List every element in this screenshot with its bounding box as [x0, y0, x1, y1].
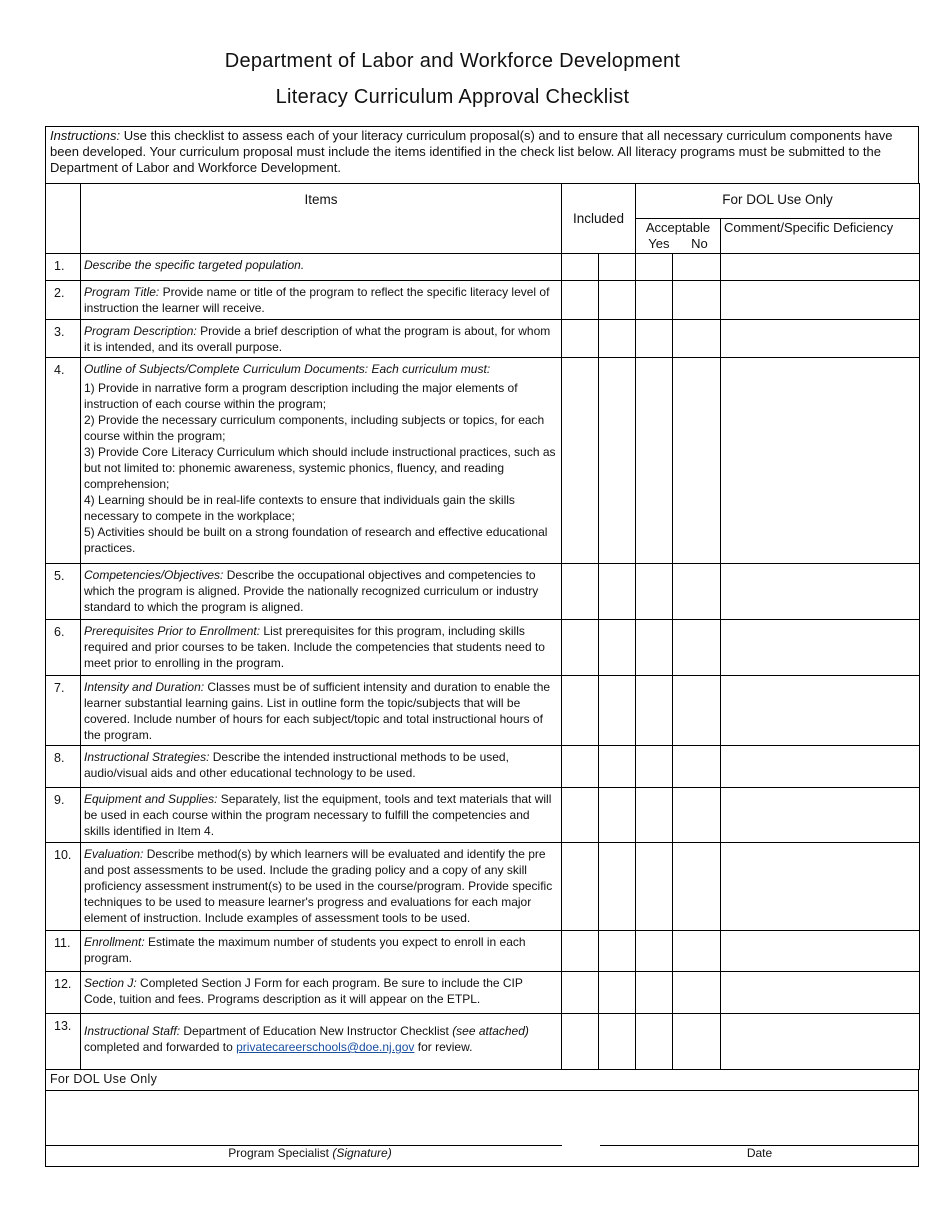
- comment-cell[interactable]: [721, 788, 920, 843]
- table-row: [46, 564, 920, 620]
- row-lead: Evaluation:: [84, 847, 144, 861]
- row-text: completed and forwarded to: [84, 1040, 233, 1054]
- included-cell-a[interactable]: [562, 676, 599, 746]
- included-cell-a[interactable]: [562, 281, 599, 320]
- table-row: [46, 746, 920, 788]
- acceptable-yes-cell[interactable]: [636, 320, 673, 358]
- row-number: 5.: [46, 564, 81, 620]
- included-cell-a[interactable]: [562, 931, 599, 972]
- included-cell-b[interactable]: [599, 620, 636, 676]
- row-item: [81, 788, 562, 843]
- acceptable-no-cell[interactable]: [673, 746, 721, 788]
- row-lead: Program Title:: [84, 285, 160, 299]
- row-text: Separately, list the equipment, tools and text materials that will be used in each course within the program necessary to fulfill the competencies and skills identified in Item 4.: [84, 792, 552, 838]
- acceptable-no-cell[interactable]: [673, 972, 721, 1014]
- row-text: Estimate the maximum number of students you expect to enroll in each program.: [84, 935, 526, 965]
- acceptable-no-cell[interactable]: [673, 358, 721, 564]
- instructions-label: Instructions:: [50, 128, 121, 143]
- checklist-title: Literacy Curriculum Approval Checklist: [275, 86, 630, 108]
- row-number: 10.: [46, 843, 81, 931]
- comment-cell[interactable]: [721, 564, 920, 620]
- included-cell-a[interactable]: [562, 843, 599, 931]
- row-number: 6.: [46, 620, 81, 676]
- row-number: 3.: [46, 320, 81, 358]
- acceptable-yes-cell[interactable]: [636, 746, 673, 788]
- row-lead: Competencies/Objectives:: [84, 568, 224, 582]
- comment-cell[interactable]: [721, 320, 920, 358]
- acceptable-no-cell[interactable]: [673, 676, 721, 746]
- acceptable-no-cell[interactable]: [673, 281, 721, 320]
- table-row: [46, 843, 920, 931]
- footer-label: For DOL Use Only: [50, 1072, 158, 1086]
- included-cell-a[interactable]: [562, 620, 599, 676]
- header-acceptable-label: Acceptable: [645, 220, 711, 235]
- included-cell-b[interactable]: [599, 843, 636, 931]
- row-text: Department of Education New Instructor Checklist: [183, 1024, 449, 1038]
- comment-cell[interactable]: [721, 620, 920, 676]
- comment-cell[interactable]: [721, 746, 920, 788]
- comment-cell[interactable]: [721, 1014, 920, 1070]
- row-lead: Intensity and Duration:: [84, 680, 205, 694]
- included-cell-a[interactable]: [562, 788, 599, 843]
- table-row: [46, 620, 920, 676]
- row-item: [81, 281, 562, 320]
- comment-cell[interactable]: [721, 281, 920, 320]
- comment-cell[interactable]: [721, 254, 920, 281]
- row-lead: Enrollment:: [84, 935, 145, 949]
- acceptable-no-cell[interactable]: [673, 254, 721, 281]
- row-lead: Instructional Strategies:: [84, 750, 210, 764]
- row-number: 4.: [46, 358, 81, 564]
- header-yes: Yes: [648, 236, 670, 251]
- acceptable-yes-cell[interactable]: [636, 972, 673, 1014]
- acceptable-yes-cell[interactable]: [636, 281, 673, 320]
- acceptable-yes-cell[interactable]: [636, 254, 673, 281]
- acceptable-no-cell[interactable]: [673, 620, 721, 676]
- table-row: [46, 1014, 920, 1070]
- row-text: Describe method(s) by which learners will be evaluated and identify the pre and post assessments to be used. Include the grading policy and a copy of any skill proficiency assessment instrument(s) to be used in the course/program. Provide specific techniques to be used to measure learner's progress and evaluations for each major element of instruction. Include examples of assessment tools to be used.: [84, 847, 553, 925]
- instructions-text: Use this checklist to assess each of your literacy curriculum proposal(s) and to ensure that all necessary curriculum components have been developed. Your curriculum proposal must include the items identified in the check list below. All literacy programs must be submitted to the Department of Labor and Workforce Development.: [50, 128, 893, 175]
- table-row: [46, 931, 920, 972]
- row-item: [81, 1014, 562, 1070]
- header-items: Items: [81, 184, 562, 254]
- acceptable-no-cell[interactable]: [673, 931, 721, 972]
- row-number: 1.: [46, 254, 81, 281]
- table-row: [46, 972, 920, 1014]
- table-row: [46, 254, 920, 281]
- row-number: 12.: [46, 972, 81, 1014]
- row-number: 2.: [46, 281, 81, 320]
- row-item: [81, 843, 562, 931]
- row-text: Completed Section J Form for each program. Be sure to include the CIP Code, tuition and fees. Programs description as it will appear on the ETPL.: [84, 976, 523, 1006]
- header-comment: Comment/Specific Deficiency: [721, 219, 920, 254]
- signature-caption: [46, 1146, 574, 1160]
- included-cell-b[interactable]: [599, 746, 636, 788]
- row-subitem: 2) Provide the necessary curriculum components, including subjects or topics, for each course within the program;: [84, 413, 545, 443]
- department-title: Department of Labor and Workforce Development: [224, 50, 681, 72]
- included-cell-a[interactable]: [562, 564, 599, 620]
- row-text: targeted population.: [198, 258, 305, 272]
- row-item: [81, 254, 562, 281]
- row-text: Provide a brief description of what the program is about, for whom it is intended, and its overall purpose.: [84, 324, 551, 354]
- row-item: [81, 620, 562, 676]
- row-number: 8.: [46, 746, 81, 788]
- row-item: [81, 746, 562, 788]
- included-cell-b[interactable]: [599, 358, 636, 564]
- row-item: [81, 972, 562, 1014]
- header-row: [46, 184, 920, 219]
- checklist-table: [45, 183, 920, 1070]
- included-cell-b[interactable]: [599, 320, 636, 358]
- header-included: Included: [562, 184, 636, 254]
- row-item: [81, 676, 562, 746]
- acceptable-yes-cell[interactable]: [636, 931, 673, 972]
- acceptable-no-cell[interactable]: [673, 788, 721, 843]
- included-cell-a[interactable]: [562, 254, 599, 281]
- row-subitem: 5) Activities should be built on a strong foundation of research and effective educational practices.: [84, 525, 548, 555]
- comment-cell[interactable]: [721, 972, 920, 1014]
- row-number: 13.: [46, 1014, 81, 1070]
- included-cell-a[interactable]: [562, 1014, 599, 1070]
- included-cell-b[interactable]: [599, 564, 636, 620]
- row-lead: Describe the specific: [84, 258, 195, 272]
- row-text: Classes must be of sufficient intensity and duration to enable the learner substantial learning gains. List in outline form the topic/subjects that will be covered. Include number of hours for each subject/topic and total instructional hours of the program.: [84, 680, 551, 742]
- header-yes-no: [639, 236, 717, 252]
- row-lead: Outline of Subjects/Complete Curriculum Documents: Each curriculum must:: [84, 362, 491, 376]
- row-subitem: 3) Provide Core Literacy Curriculum which should include instructional practices, such as but not limited to: phonemic awareness, systemic phonics, fluency, and reading comprehension;: [84, 445, 556, 491]
- included-cell-a[interactable]: [562, 746, 599, 788]
- row-lead: Prerequisites Prior to Enrollment:: [84, 624, 261, 638]
- acceptable-yes-cell[interactable]: [636, 843, 673, 931]
- acceptable-yes-cell[interactable]: [636, 564, 673, 620]
- dol-use-only-footer: [45, 1069, 919, 1167]
- acceptable-yes-cell[interactable]: [636, 788, 673, 843]
- signature-label: Program Specialist: [228, 1146, 329, 1160]
- row-item: [81, 358, 562, 564]
- row-subitem: 1) Provide in narrative form a program description including the major elements of instruction of each course within the program;: [84, 381, 518, 411]
- table-row: [46, 281, 920, 320]
- included-cell-b[interactable]: [599, 972, 636, 1014]
- comment-cell[interactable]: [721, 931, 920, 972]
- row-item: [81, 564, 562, 620]
- acceptable-yes-cell[interactable]: [636, 1014, 673, 1070]
- row-lead: Section J:: [84, 976, 137, 990]
- included-cell-a[interactable]: [562, 358, 599, 564]
- header-num-cell: [46, 184, 81, 254]
- row-item: [81, 320, 562, 358]
- included-cell-b[interactable]: [599, 281, 636, 320]
- included-cell-a[interactable]: [562, 320, 599, 358]
- acceptable-yes-cell[interactable]: [636, 358, 673, 564]
- row-lead: Program Description:: [84, 324, 197, 338]
- included-cell-b[interactable]: [599, 254, 636, 281]
- comment-cell[interactable]: [721, 843, 920, 931]
- row-subitem: 4) Learning should be in real-life contexts to ensure that individuals gain the skills necessary to compete in the workplace;: [84, 493, 515, 523]
- table-row: [46, 788, 920, 843]
- acceptable-no-cell[interactable]: [673, 843, 721, 931]
- date-caption: Date: [746, 1146, 773, 1160]
- header-acceptable: [636, 219, 721, 254]
- acceptable-no-cell[interactable]: [673, 564, 721, 620]
- included-cell-b[interactable]: [599, 931, 636, 972]
- row-lead: Instructional Staff:: [84, 1024, 181, 1038]
- table-row: [46, 358, 920, 564]
- included-cell-b[interactable]: [599, 1014, 636, 1070]
- included-cell-a[interactable]: [562, 972, 599, 1014]
- included-cell-b[interactable]: [599, 788, 636, 843]
- header-no: No: [691, 236, 708, 251]
- row-text: Describe the occupational objectives and competencies to which the program is aligned. Provide the nationally recognized curriculum or industry standard to which the program is aligned.: [84, 568, 539, 614]
- comment-cell[interactable]: [721, 676, 920, 746]
- included-cell-b[interactable]: [599, 676, 636, 746]
- acceptable-yes-cell[interactable]: [636, 620, 673, 676]
- row-number: 11.: [46, 931, 81, 972]
- signature-note: (Signature): [332, 1146, 392, 1160]
- email-link[interactable]: privatecareerschools@doe.nj.gov: [236, 1040, 415, 1054]
- comment-cell[interactable]: [721, 358, 920, 564]
- acceptable-no-cell[interactable]: [673, 320, 721, 358]
- row-text-italic: (see attached): [452, 1024, 529, 1038]
- header-dol-use-only: For DOL Use Only: [636, 184, 920, 219]
- row-text: for review.: [417, 1040, 473, 1054]
- table-row: [46, 676, 920, 746]
- row-text: Describe the intended instructional methods to be used, audio/visual aids and other educational technology to be used.: [84, 750, 509, 780]
- row-lead: Equipment and Supplies:: [84, 792, 218, 806]
- acceptable-yes-cell[interactable]: [636, 676, 673, 746]
- footer-divider: [46, 1090, 918, 1091]
- instructions-box: [45, 126, 919, 184]
- row-item: [81, 931, 562, 972]
- row-number: 7.: [46, 676, 81, 746]
- row-number: 9.: [46, 788, 81, 843]
- row-text: List prerequisites for this program, including skills required and prior courses to be taken. Include the competencies that students need to meet prior to enrolling in the program.: [84, 624, 545, 670]
- table-row: [46, 320, 920, 358]
- acceptable-no-cell[interactable]: [673, 1014, 721, 1070]
- row-text: Provide name or title of the program to reflect the specific literacy level of instruction the learner will receive.: [84, 285, 550, 315]
